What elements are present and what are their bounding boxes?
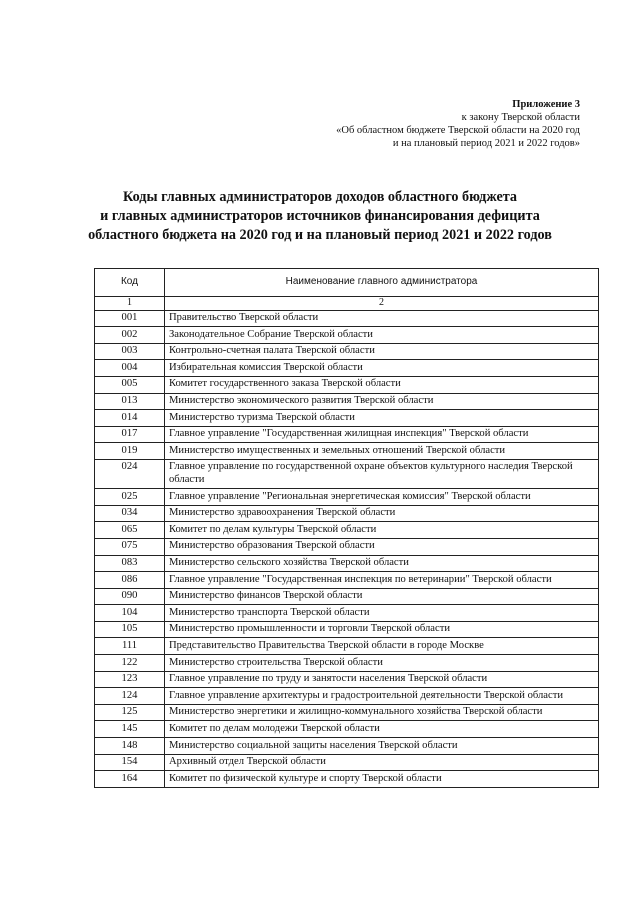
row-code: 024 <box>95 459 165 488</box>
table-row <box>95 327 599 344</box>
title-line-2: и главных администраторов источников финансирования дефицита <box>100 208 540 224</box>
table-row <box>95 443 599 460</box>
header-name: Наименование главного администратора <box>165 269 599 297</box>
row-name: Министерство имущественных и земельных отношений Тверской области <box>165 443 599 460</box>
row-code: 025 <box>95 489 165 506</box>
row-name: Главное управление "Государственная инспекция по ветеринарии" Тверской области <box>165 572 599 589</box>
appendix-line-1: к закону Тверской области <box>461 112 580 123</box>
row-code: 019 <box>95 443 165 460</box>
row-code: 004 <box>95 360 165 377</box>
row-name: Министерство промышленности и торговли Тверской области <box>165 621 599 638</box>
table-row <box>95 572 599 589</box>
row-code: 105 <box>95 621 165 638</box>
row-name: Главное управление "Государственная жилищная инспекция" Тверской области <box>165 426 599 443</box>
column-number-2: 2 <box>165 297 599 311</box>
row-name: Главное управление по труду и занятости населения Тверской области <box>165 671 599 688</box>
row-code: 164 <box>95 771 165 788</box>
row-code: 003 <box>95 343 165 360</box>
table-row <box>95 459 599 488</box>
table-row <box>95 555 599 572</box>
row-name: Архивный отдел Тверской области <box>165 754 599 771</box>
row-name: Министерство социальной защиты населения Тверской области <box>165 738 599 755</box>
table-row <box>95 771 599 788</box>
header-code: Код <box>95 269 165 297</box>
table-row <box>95 489 599 506</box>
table-row <box>95 426 599 443</box>
table-row <box>95 588 599 605</box>
table-row <box>95 754 599 771</box>
table-row <box>95 522 599 539</box>
row-code: 086 <box>95 572 165 589</box>
row-code: 075 <box>95 538 165 555</box>
title-line-1: Коды главных администраторов доходов областного бюджета <box>123 189 517 205</box>
row-name: Министерство туризма Тверской области <box>165 410 599 427</box>
table-row <box>95 704 599 721</box>
row-code: 154 <box>95 754 165 771</box>
table-row <box>95 638 599 655</box>
row-code: 125 <box>95 704 165 721</box>
row-code: 002 <box>95 327 165 344</box>
table-row <box>95 360 599 377</box>
table-row <box>95 393 599 410</box>
row-code: 122 <box>95 655 165 672</box>
row-name: Избирательная комиссия Тверской области <box>165 360 599 377</box>
row-code: 104 <box>95 605 165 622</box>
row-code: 001 <box>95 310 165 327</box>
table-row <box>95 671 599 688</box>
table-row <box>95 655 599 672</box>
row-code: 017 <box>95 426 165 443</box>
row-name: Контрольно-счетная палата Тверской области <box>165 343 599 360</box>
column-number-1: 1 <box>95 297 165 311</box>
row-code: 148 <box>95 738 165 755</box>
row-code: 123 <box>95 671 165 688</box>
row-name: Представительство Правительства Тверской области в городе Москве <box>165 638 599 655</box>
table-row <box>95 738 599 755</box>
row-code: 034 <box>95 505 165 522</box>
table-row <box>95 410 599 427</box>
appendix-line-2: «Об областном бюджете Тверской области на 2020 год <box>336 125 580 136</box>
table-header-row <box>95 269 599 297</box>
row-code: 111 <box>95 638 165 655</box>
row-name: Правительство Тверской области <box>165 310 599 327</box>
table-row <box>95 343 599 360</box>
administrators-table <box>94 268 599 788</box>
table-row <box>95 621 599 638</box>
row-name: Министерство сельского хозяйства Тверской области <box>165 555 599 572</box>
table-row <box>95 721 599 738</box>
row-code: 014 <box>95 410 165 427</box>
row-code: 090 <box>95 588 165 605</box>
row-name: Министерство строительства Тверской области <box>165 655 599 672</box>
row-name: Министерство финансов Тверской области <box>165 588 599 605</box>
row-name: Главное управление по государственной охране объектов культурного наследия Тверской области <box>165 459 599 488</box>
table-row <box>95 688 599 705</box>
table-row <box>95 310 599 327</box>
row-code: 083 <box>95 555 165 572</box>
row-name: Законодательное Собрание Тверской области <box>165 327 599 344</box>
row-name: Комитет по физической культуре и спорту Тверской области <box>165 771 599 788</box>
row-code: 005 <box>95 376 165 393</box>
title-line-3: областного бюджета на 2020 год и на плановый период 2021 и 2022 годов <box>88 227 552 243</box>
table-row <box>95 376 599 393</box>
row-name: Министерство образования Тверской области <box>165 538 599 555</box>
appendix-header <box>336 98 580 150</box>
table-row <box>95 505 599 522</box>
appendix-title: Приложение 3 <box>512 99 580 110</box>
column-number-row <box>95 297 599 311</box>
document-title <box>40 188 600 245</box>
row-name: Министерство транспорта Тверской области <box>165 605 599 622</box>
row-code: 065 <box>95 522 165 539</box>
row-code: 124 <box>95 688 165 705</box>
table-row <box>95 605 599 622</box>
table-body <box>95 310 599 787</box>
row-name: Главное управление "Региональная энергетическая комиссия" Тверской области <box>165 489 599 506</box>
row-code: 013 <box>95 393 165 410</box>
row-name: Главное управление архитектуры и градостроительной деятельности Тверской области <box>165 688 599 705</box>
row-name: Комитет по делам молодежи Тверской области <box>165 721 599 738</box>
row-name: Комитет государственного заказа Тверской области <box>165 376 599 393</box>
table-row <box>95 538 599 555</box>
row-name: Комитет по делам культуры Тверской области <box>165 522 599 539</box>
row-name: Министерство здравоохранения Тверской области <box>165 505 599 522</box>
row-name: Министерство энергетики и жилищно-коммунального хозяйства Тверской области <box>165 704 599 721</box>
row-name: Министерство экономического развития Тверской области <box>165 393 599 410</box>
row-code: 145 <box>95 721 165 738</box>
appendix-line-3: и на плановый период 2021 и 2022 годов» <box>392 138 580 149</box>
